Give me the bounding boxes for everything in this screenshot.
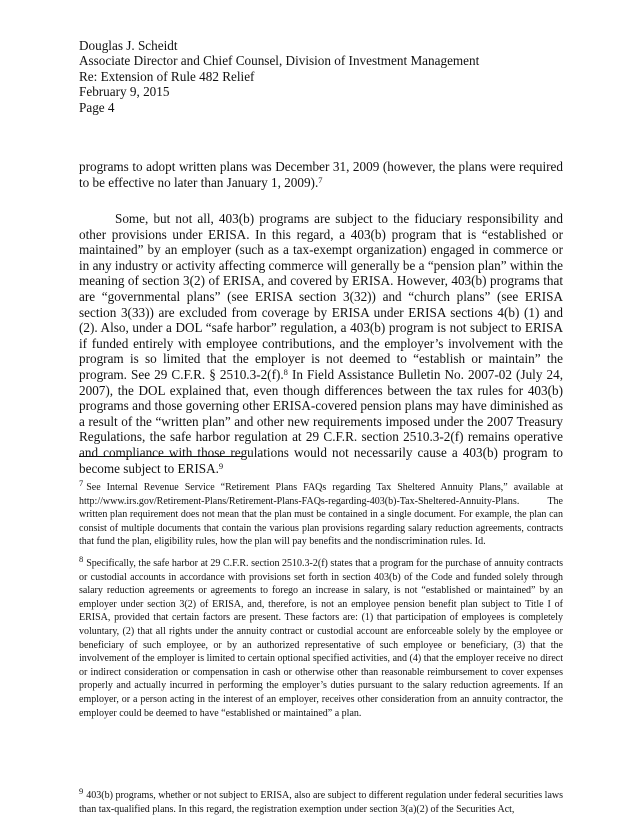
footnote-7-number: 7 [79,478,84,488]
footnote-9-text: 403(b) programs, whether or not subject to ERISA, also are subject to different regulation under federal securities laws than tax-qualified plans. In this regard, the registration exemption under section 3(a)(2) of the Securities Act, [79,790,563,815]
subject-line: Re: Extension of Rule 482 Relief [79,68,255,84]
footnote-9 [79,786,563,816]
recipient-title: Associate Director and Chief Counsel, Division of Investment Management [79,53,480,69]
footnote-ref-7[interactable]: 7 [318,174,323,185]
footnote-8-number: 8 [79,554,84,564]
page-number: Page 4 [79,99,115,115]
footnote-7-text: See Internal Revenue Service “Retirement Plans FAQs regarding Tax Sheltered Annuity Plans,” available at http://www.irs.gov/Retirement-Plans/Retirement-Plans-FAQs-regarding-403(b)-Tax-Sheltered-Annuity-Plans. The written plan requirement does not mean that the plan must be contained in a single document. For example, the plan can consist of multiple documents that contain the various plan provisions regarding salary reduction agreements, contracts that fund the plan, eligibility rules, how the plan will pay benefits and the nondiscrimination rules. Id. [79,482,563,548]
letter-date: February 9, 2015 [79,84,170,100]
footnote-ref-8[interactable]: 8 [283,366,288,377]
footnote-9-number: 9 [79,786,84,796]
footnote-divider [79,456,244,457]
paragraph-2-text-b: In Field Assistance Bulletin No. 2007-02 (July 24, 2007), the DOL explained that, even though differences between the tax rules for 403(b) programs and those governing other ERISA-covered pension plans may have diminished as a result of the “written plan” and other new requirements imposed under the 2007 Treasury Regulations, the safe harbor regulation at 29 C.F.R. section 2510.3-2(f) remains operative and compliance with those regulations would not necessarily cause a 403(b) program to become subject to ERISA. [79,366,563,476]
footnote-7 [79,478,563,549]
footnote-8 [79,554,563,720]
footnote-ref-9[interactable]: 9 [218,460,224,471]
paragraph-2-text-a: Some, but not all, 403(b) programs are subject to the fiduciary responsibility and other provisions under ERISA. In this regard, a 403(b) program that is “established or maintained” by an employer (such as a tax-exempt organization) engaged in commerce or in any industry or activity affecting commerce will generally be a “pension plan” within the meaning of section 3(2) of ERISA, and covered by ERISA. However, 403(b) programs that are “governmental plans” (see ERISA section 3(32)) and “church plans” (see ERISA section 3(33)) are excluded from coverage by ERISA under ERISA sections 4(b) (1) and (2). Also, under a DOL “safe harbor” regulation, a 403(b) program is not subject to ERISA if funded entirely with employee contributions, and the employer’s involvement with the program is so limited that the employer is not deemed to “establish or maintain” the program. See 29 C.F.R. § 2510.3-2(f). [79,211,563,382]
paragraph-1-text: programs to adopt written plans was December 31, 2009 (however, the plans were required to be effective no later than January 1, 2009). [79,159,563,190]
footnote-8-text: Specifically, the safe harbor at 29 C.F.R. section 2510.3-2(f) states that a program for the purchase of annuity contracts or custodial accounts in accordance with provisions set forth in section 403(b) of the Code and funded solely through salary reduction agreements or agreements to forego an increase in salary, is not “established or maintained” by an employer under section 3(2) of ERISA, and, therefore, is not an employee pension benefit plan subject to Title I of ERISA, provided that certain factors are present. These factors are: (1) that participation of employees is completely voluntary, (2) that all rights under the annuity contract or custodial account are enforceable solely by the employee or beneficiary of such employee, or by an authorized representative of such employee or beneficiary, (3) that the involvement of the employer is limited to certain optional specified activities, and (4) that the employer receive no direct or indirect consideration or compensation in cash or otherwise other than reasonable reimbursement to cover expenses properly and actually incurred in performing the employer’s duties pursuant to the salary reduction agreements. If an employer, or a person acting in the interest of an employer, receives other consideration from an annuity contractor, the employer could be deemed to have “established or maintained” a plan. [79,558,563,719]
paragraph-2 [79,211,563,476]
letter-header [79,38,579,115]
paragraph-1 [79,159,563,190]
recipient-name: Douglas J. Scheidt [79,38,178,53]
